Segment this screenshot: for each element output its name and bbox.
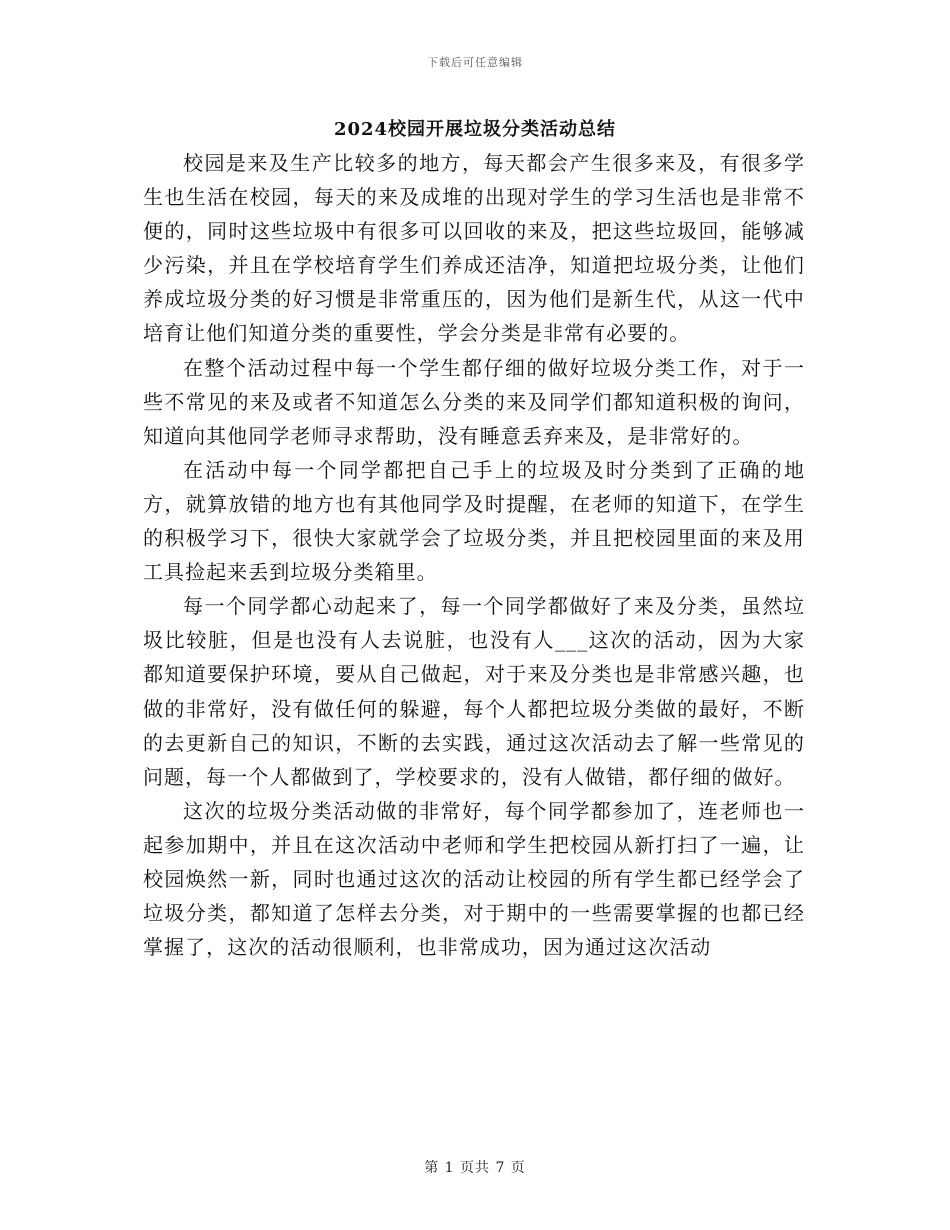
paragraph-4: 每一个同学都心动起来了，每一个同学都做好了来及分类，虽然垃圾比较脏，但是也没有人去说脏，也没有人___这次的活动，因为大家都知道要保护环境，要从自己做起，对于来及分类也是非常感兴趣，也做的非常好，没有做任何的躲避，每个人都把垃圾分类做的最好，不断的去更新自己的知识，不断的去实践，通过这次活动去了解一些常见的问题，每一个人都做到了，学校要求的，没有人做错，都仔细的做好。 — [143, 594, 805, 789]
paragraph-3: 在活动中每一个同学都把自己手上的垃圾及时分类到了正确的地方，就算放错的地方也有其他同学及时提醒，在老师的知道下，在学生的积极学习下，很快大家就学会了垃圾分类，并且把校园里面的来及用工具捡起来丢到垃圾分类箱里。 — [143, 457, 805, 585]
page-footer: 第 1 页共 7 页 — [424, 1160, 526, 1176]
paragraph-2: 在整个活动过程中每一个学生都仔细的做好垃圾分类工作，对于一些不常见的来及或者不知道怎么分类的来及同学们都知道积极的询问，知道向其他同学老师寻求帮助，没有睡意丢弃来及，是非常好的。 — [143, 355, 805, 448]
document-title: 2024校园开展垃圾分类活动总结 — [333, 119, 617, 140]
paragraph-1: 校园是来及生产比较多的地方，每天都会产生很多来及，有很多学生也生活在校园，每天的来及成堆的出现对学生的学习生活也是非常不便的，同时这些垃圾中有很多可以回收的来及，把这些垃圾回，能够减少污染，并且在学校培育学生们养成还洁净，知道把垃圾分类，让他们养成垃圾分类的好习惯是非常重压的，因为他们是新生代，从这一代中培育让他们知道分类的重要性，学会分类是非常有必要的。 — [143, 151, 805, 346]
header-note: 下载后可任意编辑 — [427, 56, 523, 69]
document-body — [143, 146, 805, 964]
paragraph-5: 这次的垃圾分类活动做的非常好，每个同学都参加了，连老师也一起参加期中，并且在这次活动中老师和学生把校园从新打扫了一遍，让校园焕然一新，同时也通过这次的活动让校园的所有学生都已经学会了垃圾分类，都知道了怎样去分类，对于期中的一些需要掌握的也都已经掌握了，这次的活动很顺利，也非常成功，因为通过这次活动 — [143, 798, 805, 960]
